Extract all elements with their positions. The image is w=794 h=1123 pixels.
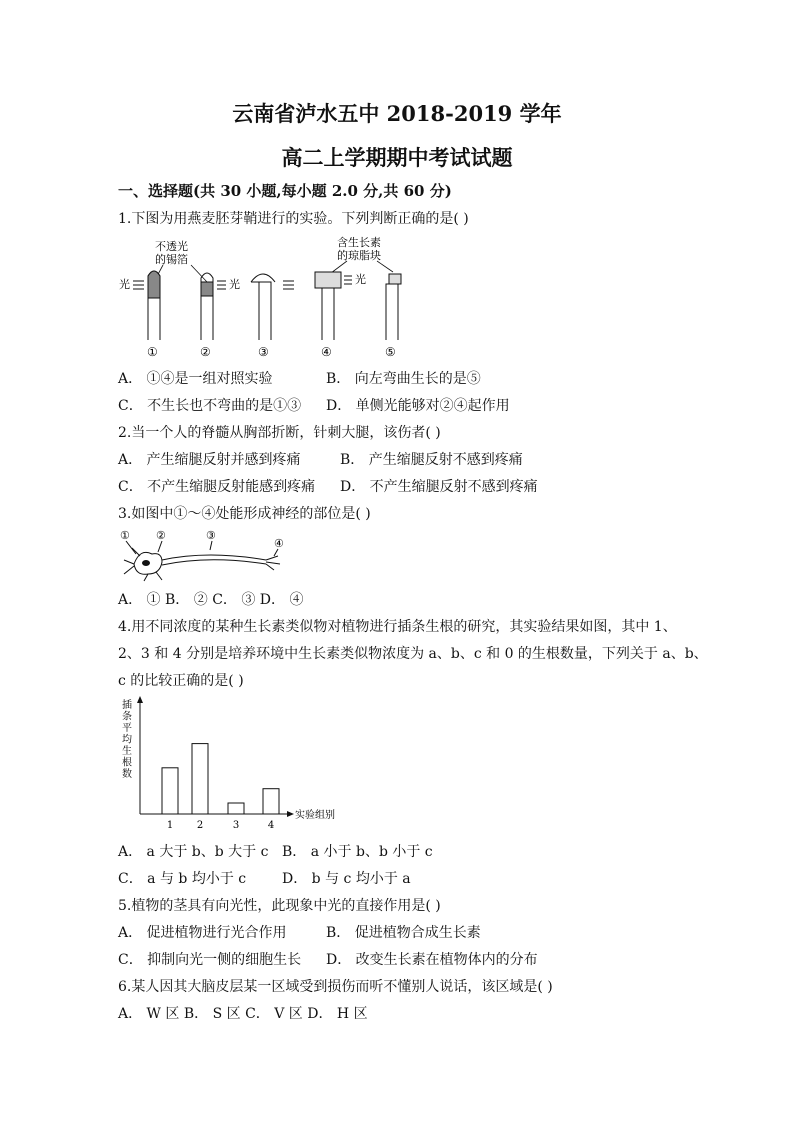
q4-option-b[interactable]: B． a 小于 b、b 小于 c — [282, 844, 433, 860]
question-4-stem-line3: c 的比较正确的是( ) — [118, 673, 244, 689]
chart-y-label-char: 插 — [122, 700, 132, 711]
q1-option-b[interactable]: B． 向左弯曲生长的是⑤ — [326, 371, 481, 387]
chart-y-label-char: 生 — [122, 746, 132, 757]
chart-tick-label-4: 4 — [267, 820, 275, 831]
figure-number-4: ④ — [321, 345, 332, 359]
q1-option-c[interactable]: C． 不生长也不弯曲的是①③ — [118, 398, 302, 414]
question-2-stem: 2.当一个人的脊髓从胸部折断，针刺大腿，该伤者( ) — [118, 425, 441, 441]
agar-label-line2: 的琼脂块 — [337, 249, 381, 262]
question-5-stem: 5.植物的茎具有向光性，此现象中光的直接作用是( ) — [118, 898, 441, 914]
neuron-label-3: ③ — [206, 529, 216, 542]
chart-y-label-char: 平 — [122, 723, 132, 734]
coleoptile-5 — [386, 274, 401, 340]
chart-y-arrow — [137, 696, 143, 703]
neuron-label-2: ② — [156, 529, 166, 542]
chart-bar-2 — [192, 744, 208, 814]
light-label-4: 光 — [355, 273, 366, 286]
question-4-stem-line1: 4.用不同浓度的某种生长素类似物对植物进行插条生根的研究，其实验结果如图，其中 1、 — [118, 619, 677, 635]
coleoptile-3 — [251, 274, 275, 340]
chart-bar-4 — [263, 789, 279, 814]
page-title-line2: 高二上学期期中考试试题 — [281, 145, 513, 170]
agar-label-line1: 含生长素 — [337, 236, 381, 249]
q1-option-d[interactable]: D． 单侧光能够对②④起作用 — [326, 398, 510, 414]
chart-y-label-char: 均 — [122, 734, 132, 746]
q4-option-c[interactable]: C． a 与 b 均小于 c — [118, 871, 247, 887]
neuron-label-1: ① — [120, 529, 130, 542]
q2-option-a[interactable]: A． 产生缩腿反射并感到疼痛 — [118, 452, 301, 468]
section-heading: 一、选择题(共 30 小题,每小题 2.0 分,共 60 分) — [118, 182, 452, 200]
question-4-stem-line2: 2、3 和 4 分别是培养环境中生长素类似物浓度为 a、b、c 和 0 的生根数量，下列关于 a、b、 — [118, 646, 708, 662]
chart-x-label: 实验组别 — [295, 810, 335, 821]
chart-y-label-char: 数 — [122, 769, 132, 780]
q3-options[interactable]: A． ① B． ② C． ③ D． ④ — [118, 592, 304, 608]
question-3-stem: 3.如图中①～④处能形成神经的部位是( ) — [118, 506, 371, 522]
light-label-2: 光 — [229, 278, 240, 291]
foil-label-line2: 的锡箔 — [155, 253, 188, 266]
light-label-1: 光 — [119, 278, 130, 291]
question-1-stem: 1.下图为用燕麦胚芽鞘进行的实验。下列判断正确的是( ) — [118, 211, 469, 227]
q5-option-b[interactable]: B． 促进植物合成生长素 — [326, 925, 481, 941]
coleoptile-4 — [315, 272, 341, 340]
chart-tick-label-2: 2 — [196, 820, 204, 831]
q2-option-d[interactable]: D． 不产生缩腿反射不感到疼痛 — [340, 479, 538, 495]
figure-number-2: ② — [200, 345, 211, 359]
page-title-line1: 云南省泸水五中 2018-2019 学年 — [232, 101, 562, 126]
q5-option-c[interactable]: C． 抑制向光一侧的细胞生长 — [118, 952, 302, 968]
chart-y-label-char: 根 — [122, 757, 132, 769]
q5-option-a[interactable]: A． 促进植物进行光合作用 — [118, 925, 287, 941]
figure-number-3: ③ — [258, 345, 269, 359]
figure-number-5: ⑤ — [385, 345, 396, 359]
chart-y-label-char: 条 — [122, 711, 132, 723]
coleoptile-1 — [148, 271, 160, 340]
q1-option-a[interactable]: A． ①④是一组对照实验 — [118, 371, 273, 387]
neuron-label-4: ④ — [274, 537, 284, 550]
coleoptile-2 — [201, 273, 213, 340]
chart-bar-1 — [162, 768, 178, 814]
chart-tick-label-3: 3 — [232, 820, 240, 831]
rooting-bar-chart — [118, 694, 348, 834]
neuron-figure — [118, 526, 298, 582]
chart-tick-label-1: 1 — [166, 820, 174, 831]
q2-option-b[interactable]: B． 产生缩腿反射不感到疼痛 — [340, 452, 523, 468]
q4-option-a[interactable]: A． a 大于 b、b 大于 c — [118, 844, 269, 860]
question-6-stem: 6.某人因其大脑皮层某一区域受到损伤而听不懂别人说话，该区域是( ) — [118, 979, 553, 995]
q5-option-d[interactable]: D． 改变生长素在植物体内的分布 — [326, 952, 538, 968]
q2-option-c[interactable]: C． 不产生缩腿反射能感到疼痛 — [118, 479, 316, 495]
foil-label-line1: 不透光 — [155, 240, 188, 253]
q4-option-d[interactable]: D． b 与 c 均小于 a — [282, 871, 411, 887]
chart-x-arrow — [287, 811, 294, 817]
chart-bar-3 — [228, 803, 244, 814]
coleoptile-experiment-figure — [115, 232, 415, 360]
q6-options[interactable]: A． W 区 B． S 区 C． V 区 D． H 区 — [118, 1006, 368, 1022]
figure-number-1: ① — [147, 345, 158, 359]
